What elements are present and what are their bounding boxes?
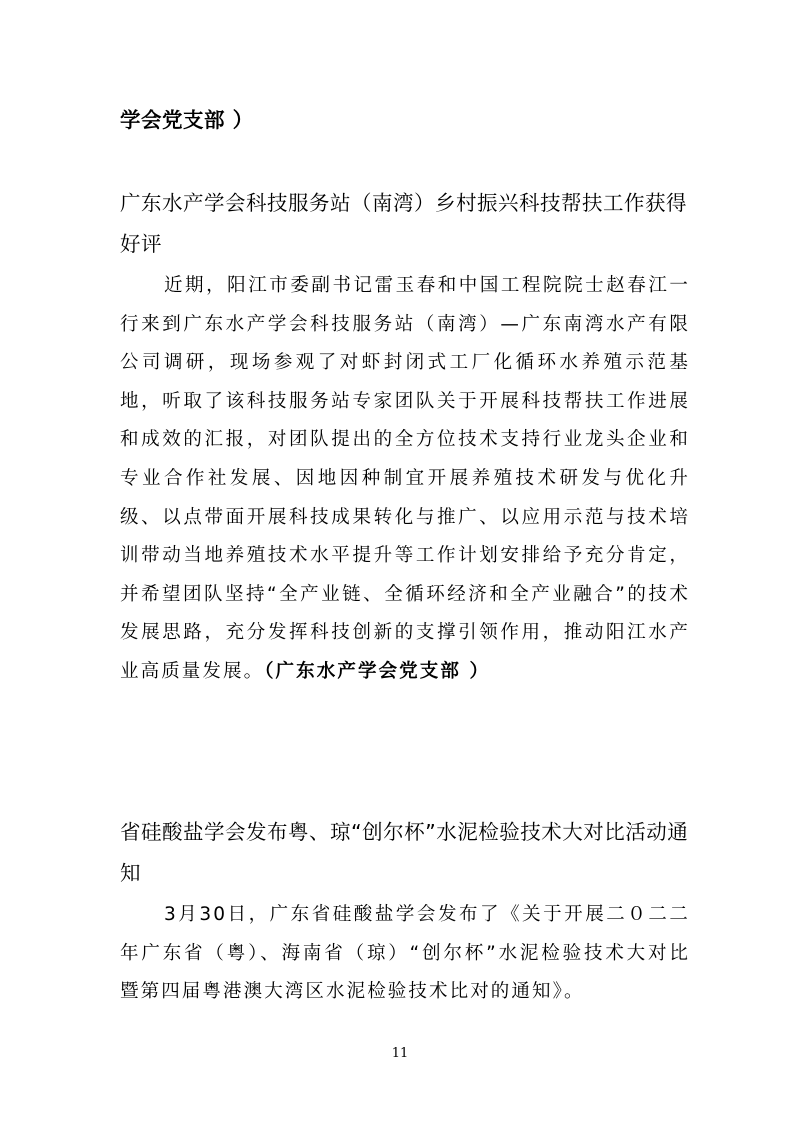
article-body-cement-contest: 3月30日，广东省硅酸盐学会发布了《关于开展二０二二年广东省（粤）、海南省（琼）“创尔杯”水泥检验技术大对比暨第四届粤港澳大湾区水泥检验技术比对的通知》。	[120, 904, 690, 1003]
article-source: （广东水产学会党支部 ）	[264, 660, 491, 682]
article-body-fisheries-station	[120, 267, 690, 692]
article-body-text: 近期，阳江市委副书记雷玉春和中国工程院院士赵春江一行来到广东水产学会科技服务站（南湾）—广东南湾水产有限公司调研，现场参观了对虾封闭式工厂化循环水养殖示范基地，听取了该科技服务站专家团队关于开展科技帮扶工作进展和成效的汇报，对团队提出的全方位技术支持行业龙头企业和专业合作社发展、因地因种制宜开展养殖技术研发与优化升级、以点带面开展科技成果转化与推广、以应用示范与技术培训带动当地养殖技术水平提升等工作计划安排给予充分肯定，并希望团队坚持“全产业链、全循环经济和全产业融合”的技术发展思路，充分发挥科技创新的支撑引领作用，推动阳江水产业高质量发展。	[120, 275, 690, 682]
page-number: 11	[391, 1046, 409, 1061]
article-title-fisheries-station: 广东水产学会科技服务站（南湾）乡村振兴科技帮扶工作获得好评	[120, 191, 687, 256]
article-title-cement-contest: 省硅酸盐学会发布粤、琼“创尔杯”水泥检验技术大对比活动通知	[120, 820, 689, 885]
previous-article-source-tail: 学会党支部 ）	[120, 108, 254, 132]
